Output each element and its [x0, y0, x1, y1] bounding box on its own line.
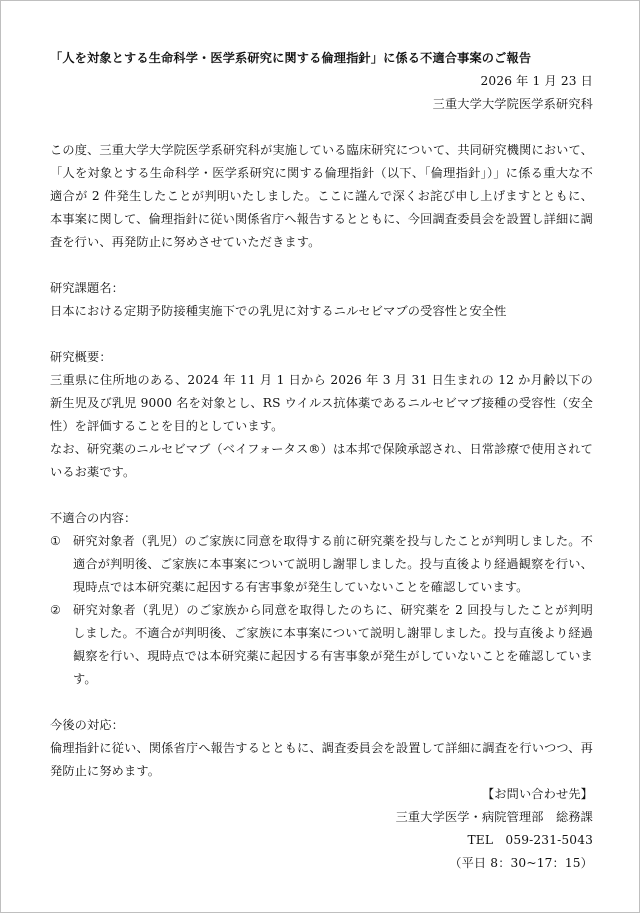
contact-heading: 【お問い合わせ先】: [481, 787, 593, 801]
item-text: 研究対象者（乳児）のご家族から同意を取得したのちに、研究薬を 2 回投与したことが判明しました。不適合が判明後、ご家族に本事案について説明し謝罪しました。投与直後より経過観察を行い、現時点では本研究薬に起因する有害事象が発生がしていないことを確認しています。: [73, 603, 593, 686]
item-number: ②: [50, 603, 62, 617]
contact-hours: （平日 8：30~17：15）: [449, 856, 593, 870]
nonconformity-item: [50, 530, 593, 599]
research-summary-text: 三重県に住所地のある、2024 年 11 月 1 日から 2026 年 3 月 31 日生まれの 12 か月齢以下の新生児及び乳児 9000 名を対象とし、RS ウイルス抗体薬であるニルセビマブ接種の受容性（安全性）を評価することを目的としています。: [50, 373, 593, 433]
nonconformity-heading: 不適合の内容：: [50, 511, 137, 525]
spacer: [50, 323, 593, 346]
item-text: 研究対象者（乳児）のご家族に同意を取得する前に研究薬を投与したことが判明しました。不適合が判明後、ご家族に本事案について説明し謝罪しました。投与直後より経過観察を行い、現時点では本研究薬に起因する有害事象が発生していないことを確認しています。: [73, 534, 593, 594]
contact-phone: TEL 059-231-5043: [467, 833, 593, 847]
contact-block: [50, 783, 593, 875]
nonconformity-item: [50, 599, 593, 691]
intro-paragraph: この度、三重大学大学院医学系研究科が実施している臨床研究について、共同研究機関において、「人を対象とする生命科学・医学系研究に関する倫理指針（以下、「倫理指針」）」に係る重大な不適合が 2 件発生したことが判明いたしました。ここに謹んで深くお詫び申し上げますとともに、本事案に関して、倫理指針に従い関係省庁へ報告するとともに、今回調査委員会を設置し詳細に調査を行い、再発防止に努めさせていただきます。: [50, 143, 593, 249]
research-title-text: 日本における定期予防接種実施下での乳児に対するニルセビマブの受容性と安全性: [50, 304, 507, 318]
document-date: 2026 年 1 月 23 日: [480, 74, 593, 88]
spacer: [50, 116, 593, 139]
research-title-heading: 研究課題名：: [50, 281, 125, 295]
spacer: [50, 484, 593, 507]
spacer: [50, 691, 593, 714]
response-heading: 今後の対応：: [50, 718, 125, 732]
item-number: ①: [50, 534, 62, 548]
research-summary-heading: 研究概要：: [50, 350, 112, 364]
document-content: [50, 47, 593, 875]
spacer: [50, 254, 593, 277]
research-summary-note: なお、研究薬のニルセビマブ（ベイフォータス®）は本邦で保険承認され、日常診療で使用されているお薬です。: [50, 442, 593, 479]
response-text: 倫理指針に従い、関係省庁へ報告するとともに、調査委員会を設置して詳細に調査を行いつつ、再発防止に努めます。: [50, 741, 593, 778]
contact-department: 三重大学医学・病院管理部 総務課: [395, 810, 593, 824]
document-title: 「人を対象とする生命科学・医学系研究に関する倫理指針」に係る不適合事案のご報告: [50, 51, 532, 65]
issuing-organization: 三重大学大学院医学系研究科: [432, 97, 593, 111]
